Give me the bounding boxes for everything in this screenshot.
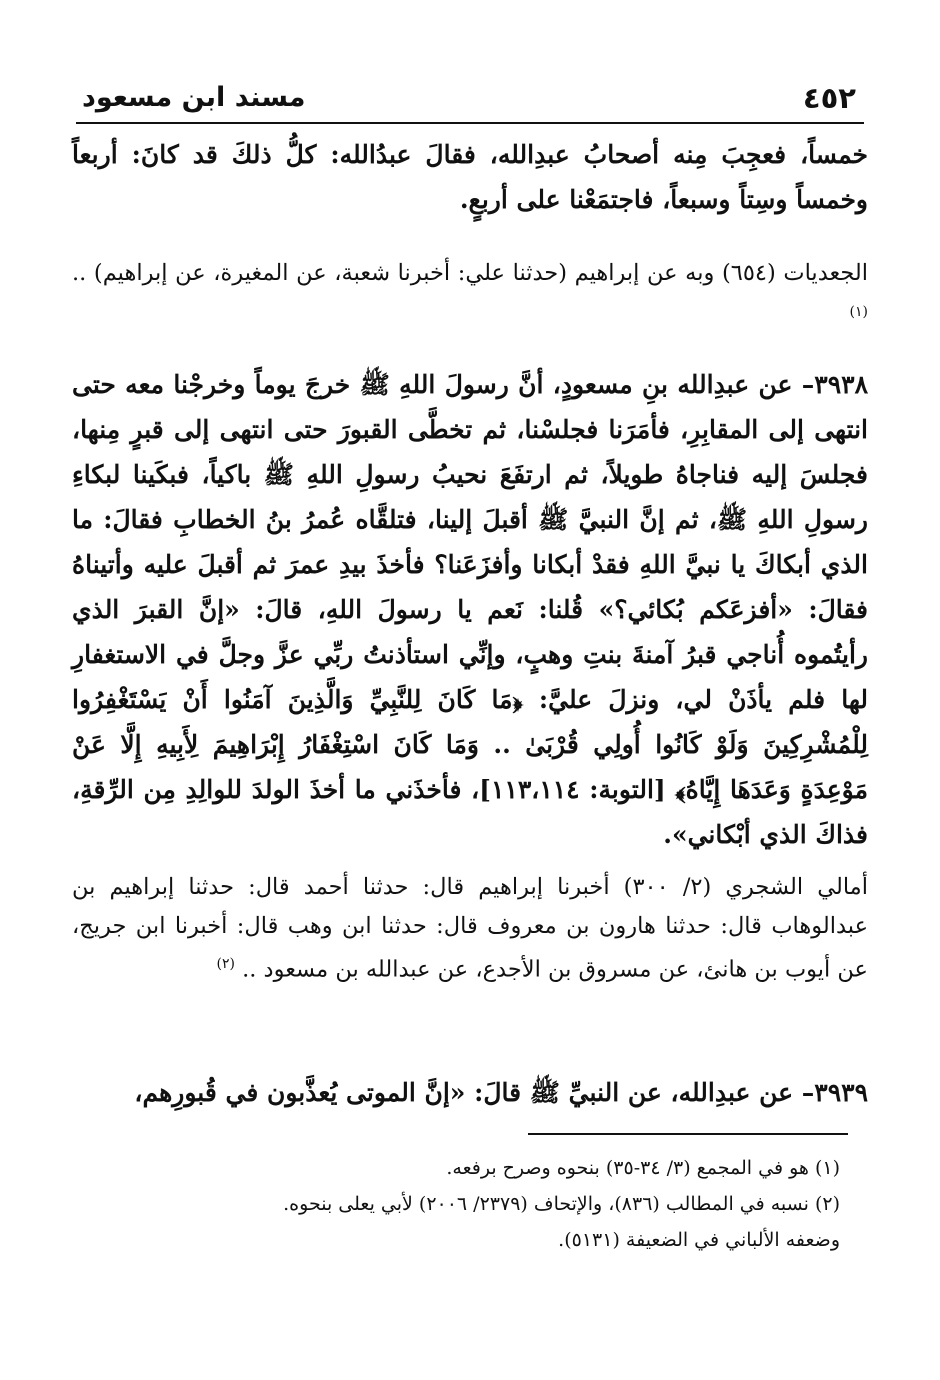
footnote-ref: (١): [849, 303, 868, 320]
running-title: مسند ابن مسعود: [82, 82, 306, 113]
footnote-1: (١) هو في المجمع (٣/ ٣٤-٣٥) بنحوه وصرح برفعه.: [446, 1157, 840, 1179]
page-number: ٤٥٢: [802, 81, 856, 115]
source-citation: [72, 254, 868, 337]
footnote-2-continued: وضعفه الألباني في الضعيفة (٥١٣١).: [558, 1229, 840, 1251]
hadith-text: عن عبدِالله بنِ مسعودٍ، أنَّ رسولَ اللهِ ﷺ خرجَ يوماً وخرجْنا معه حتى انتهى إلى المقابِرِ، فأمَرَنا فجلسْنا، ثم تخطَّى القبورَ حتى انتهى إلى قبرٍ مِنها، فجلسَ إليه فناجاهُ طويلاً، ثم ارتفَعَ نحيبُ رسولِ اللهِ ﷺ باكياً، فبكَينا لبكاءِ رسولِ اللهِ ﷺ، ثم إنَّ النبيَّ ﷺ أقبلَ إلينا، فتلقَّاه عُمرُ بنُ الخطابِ فقالَ: ما الذي أبكاكَ يا نبيَّ اللهِ فقدْ أبكانا وأفزَعَنا؟ فأخذَ بيدِ عمرَ ثم أقبلَ عليه وأتيناهُ فقالَ: «أفزعَكم بُكائي؟» قُلنا: نَعم يا رسولَ اللهِ، قالَ: «إنَّ القبرَ الذي رأيتُموه أُناجي قبرُ آمنةَ بنتِ وهبٍ، وإنِّي استأذنتُ ربِّي عزَّ وجلَّ في الاستغفارِ لها فلم يأذَنْ لي، ونزلَ عليَّ: ﴿مَا كَانَ لِلنَّبِيِّ وَالَّذِينَ آمَنُوا أَنْ يَسْتَغْفِرُوا لِلْمُشْرِكِينَ وَلَوْ كَانُوا أُولِي قُرْبَىٰ .. وَمَا كَانَ اسْتِغْفَارُ إِبْرَاهِيمَ لِأَبِيهِ إِلَّا عَنْ مَوْعِدَةٍ وَعَدَهَا إِيَّاهُ﴾ [التوبة: ١١٣،١١٤]، فأخذَني ما أخذَ الولدَ للوالِدِ مِن الرِّقةِ، فذاكَ الذي أبْكاني».: [72, 370, 868, 849]
hadith-text: عن عبدِالله، عن النبيِّ ﷺ قالَ: «إنَّ الموتى يُعذَّبون في قُبورِهم،: [134, 1078, 802, 1107]
citation-text: أمالي الشجري (٢/ ٣٠٠) أخبرنا إبراهيم قال: حدثنا أحمد قال: حدثنا إبراهيم بن عبدالوهاب قال: حدثنا هارون بن معروف قال: حدثنا ابن وهب قال: أخبرنا ابن جريج، عن أيوب بن هانئ، عن مسروق بن الأجدع، عن عبدالله بن مسعود ..: [72, 874, 868, 983]
footnote-separator: [528, 1133, 848, 1135]
hadith-3939: [72, 1070, 868, 1115]
paragraph-continuation: [72, 132, 868, 222]
hadith-number: ٣٩٣٨–: [801, 370, 868, 399]
footnote-ref: (٢): [216, 956, 235, 972]
page-header: [72, 76, 868, 120]
hadith-3938: [72, 362, 868, 857]
footnote-2: (٢) نسبه في المطالب (٨٣٦)، والإتحاف (٢٣٧٩/ ٢٠٠٦) لأبي يعلى بنحوه.: [283, 1193, 840, 1215]
source-citation: [72, 868, 868, 989]
paragraph-text: خمساً، فعجِبَ مِنه أصحابُ عبدِالله، فقالَ عبدُالله: كلُّ ذلكَ قد كانَ: أربعاً وخمساً وسِتاً وسبعاً، فاجتمَعْنا على أربعٍ.: [72, 140, 868, 214]
hadith-number: ٣٩٣٩–: [801, 1078, 868, 1107]
citation-text: الجعديات (٦٥٤) وبه عن إبراهيم (حدثنا علي: أخبرنا شعبة، عن المغيرة، عن إبراهيم) ..: [72, 260, 868, 286]
header-rule: [76, 122, 864, 124]
footnotes: [72, 1150, 840, 1258]
